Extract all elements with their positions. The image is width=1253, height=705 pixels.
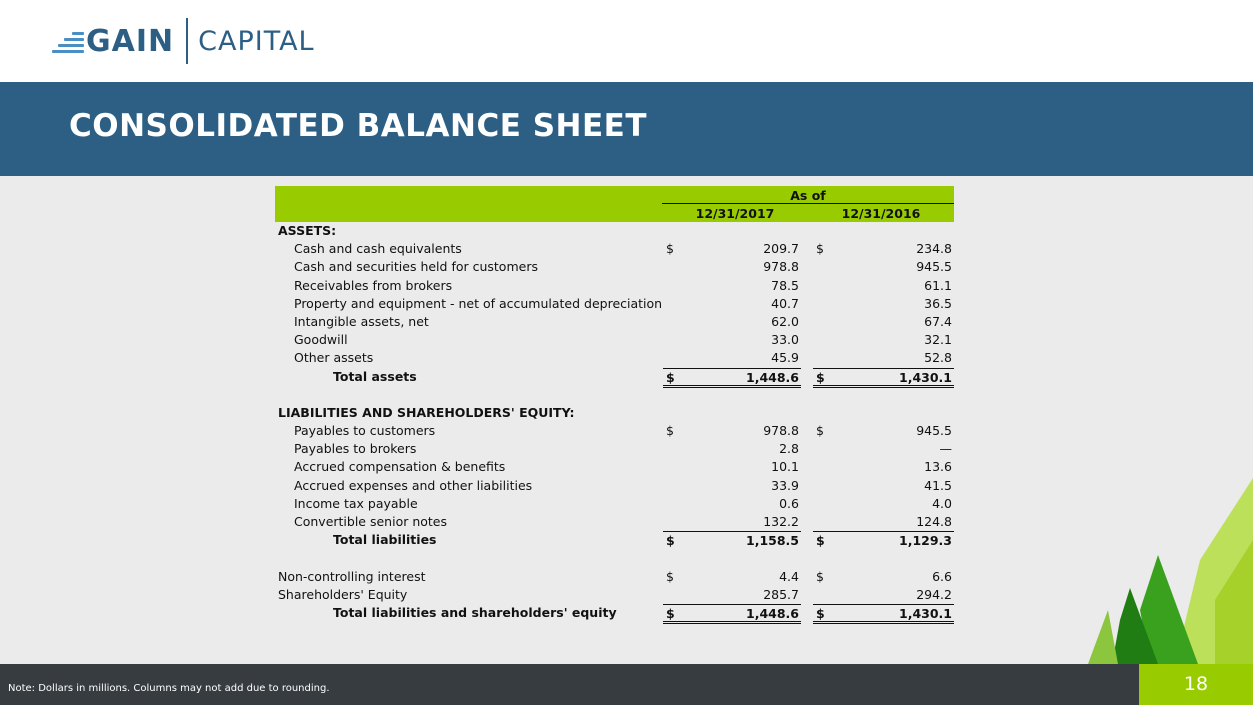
row-label: Goodwill (294, 332, 348, 348)
value-2017-cell (663, 222, 801, 240)
row-label: ASSETS: (278, 223, 337, 238)
value-2017-cell (663, 513, 801, 531)
dollar-sign: $ (666, 369, 675, 385)
value-2017-cell (663, 422, 801, 440)
value-2016-cell (813, 313, 954, 331)
row-label: Cash and securities held for customers (294, 259, 538, 275)
table-row (275, 458, 954, 476)
value-2017-cell (663, 258, 801, 276)
value-2016: 61.1 (924, 277, 952, 293)
table-row (275, 549, 954, 567)
value-2016-cell (813, 604, 954, 624)
value-2017: 978.8 (763, 259, 799, 275)
value-2016: 1,129.3 (899, 533, 952, 549)
value-2017-cell (663, 404, 801, 422)
table-row (275, 368, 954, 386)
value-2016: 4.0 (932, 495, 952, 511)
value-2017: 45.9 (771, 350, 799, 366)
as-of-header: As of (790, 188, 826, 203)
value-2016: 67.4 (924, 313, 952, 329)
dollar-sign: $ (666, 423, 674, 439)
value-2017: 209.7 (763, 241, 799, 257)
row-label: Total liabilities (333, 532, 437, 548)
value-2017: 132.2 (763, 514, 799, 529)
value-2017-cell (663, 349, 801, 367)
value-2016: 124.8 (916, 514, 952, 529)
value-2016-cell (813, 222, 954, 240)
row-label: Receivables from brokers (294, 277, 453, 293)
value-2016-cell (813, 258, 954, 276)
row-label: Shareholders' Equity (278, 586, 408, 602)
table-row (275, 240, 954, 258)
row-label: Income tax payable (294, 495, 418, 511)
balance-sheet-table (275, 186, 954, 622)
table-row (275, 258, 954, 276)
table-row (275, 422, 954, 440)
value-2016-cell (813, 549, 954, 567)
value-2017-cell (663, 477, 801, 495)
value-2017-cell (663, 313, 801, 331)
row-label: LIABILITIES AND SHAREHOLDERS' EQUITY: (278, 404, 575, 420)
row-label: Other assets (294, 350, 374, 366)
value-2017-cell (663, 277, 801, 295)
table-row (275, 277, 954, 295)
value-2016: 945.5 (916, 423, 952, 439)
value-2017: 62.0 (771, 313, 799, 329)
value-2016: 6.6 (932, 568, 952, 584)
value-2016-cell (813, 458, 954, 476)
row-label: Accrued compensation & benefits (294, 459, 506, 475)
row-label: Total liabilities and shareholders' equity (333, 604, 617, 620)
value-2017: 33.9 (771, 477, 799, 493)
value-2017: 2.8 (779, 441, 799, 457)
value-2017: 10.1 (771, 459, 799, 475)
value-2016: 294.2 (916, 586, 952, 602)
value-2016-cell (813, 531, 954, 550)
value-2016-cell (813, 440, 954, 458)
table-body (275, 222, 954, 622)
dollar-sign: $ (666, 568, 674, 584)
value-2016: 36.5 (924, 295, 952, 311)
table-row (275, 604, 954, 622)
dollar-sign: $ (816, 369, 825, 385)
value-2016-cell (813, 586, 954, 604)
value-2017: 4.4 (779, 568, 799, 584)
table-row (275, 386, 954, 404)
value-2016-cell (813, 277, 954, 295)
row-label: Property and equipment - net of accumulated depreciation (294, 295, 663, 311)
col-header-2017: 12/31/2017 (695, 206, 775, 221)
row-label: Accrued expenses and other liabilities (294, 477, 533, 493)
dollar-sign: $ (816, 605, 825, 621)
value-2016-cell (813, 386, 954, 404)
dollar-sign: $ (816, 241, 824, 257)
page-title: CONSOLIDATED BALANCE SHEET (69, 108, 647, 144)
row-label: Cash and cash equivalents (294, 241, 462, 257)
value-2017: 285.7 (763, 586, 799, 602)
value-2017-cell (663, 458, 801, 476)
value-2016: 52.8 (924, 350, 952, 366)
footer-bar (0, 664, 1253, 705)
table-row (275, 586, 954, 604)
table-header (275, 186, 954, 222)
value-2017-cell (663, 549, 801, 567)
footer-note: Note: Dollars in millions. Columns may not add due to rounding. (8, 683, 330, 694)
value-2016: 13.6 (924, 459, 952, 475)
dollar-sign: $ (666, 533, 675, 549)
value-2016-cell (813, 477, 954, 495)
table-row (275, 513, 954, 531)
value-2017: 40.7 (771, 295, 799, 311)
table-row (275, 331, 954, 349)
value-2017-cell (663, 240, 801, 258)
page-number-box (1139, 664, 1253, 705)
value-2017-cell (663, 295, 801, 313)
dollar-sign: $ (816, 533, 825, 549)
dollar-sign: $ (666, 241, 674, 257)
value-2017: 0.6 (779, 495, 799, 511)
row-label: Non-controlling interest (278, 568, 426, 584)
value-2016-cell (813, 422, 954, 440)
value-2016-cell (813, 513, 954, 531)
table-row (275, 404, 954, 422)
row-label: Convertible senior notes (294, 514, 448, 529)
value-2016-cell (813, 404, 954, 422)
value-2016-cell (813, 349, 954, 367)
value-2017: 1,448.6 (746, 369, 799, 385)
table-row (275, 440, 954, 458)
value-2017-cell (663, 495, 801, 513)
dollar-sign: $ (816, 423, 824, 439)
value-2017-cell (663, 586, 801, 604)
table-row (275, 313, 954, 331)
table-row (275, 568, 954, 586)
value-2017-cell (663, 604, 801, 624)
value-2016-cell (813, 331, 954, 349)
logo-text-capital: CAPITAL (198, 25, 315, 57)
value-2017-cell (663, 531, 801, 550)
table-row (275, 349, 954, 367)
value-2016: 234.8 (916, 241, 952, 257)
table-row (275, 477, 954, 495)
value-2017: 78.5 (771, 277, 799, 293)
row-label: Total assets (333, 368, 417, 384)
value-2017-cell (663, 368, 801, 388)
value-2017-cell (663, 386, 801, 404)
col-header-2016: 12/31/2016 (841, 206, 921, 221)
value-2016-cell (813, 240, 954, 258)
value-2016-cell (813, 495, 954, 513)
value-2017-cell (663, 331, 801, 349)
value-2017: 978.8 (763, 423, 799, 439)
table-row (275, 495, 954, 513)
value-2017: 1,158.5 (746, 533, 799, 549)
value-2017: 1,448.6 (746, 605, 799, 621)
value-2016-cell (813, 568, 954, 586)
value-2016: 945.5 (916, 259, 952, 275)
value-2016: 41.5 (924, 477, 952, 493)
table-row (275, 222, 954, 240)
stripe-small (1088, 610, 1118, 664)
table-row (275, 531, 954, 549)
value-2017-cell (663, 440, 801, 458)
header-rule (662, 203, 954, 204)
table-row (275, 295, 954, 313)
row-label: Payables to customers (294, 423, 436, 439)
value-2017-cell (663, 568, 801, 586)
page-number: 18 (1183, 673, 1209, 695)
value-2016: — (939, 441, 952, 457)
value-2016: 32.1 (924, 332, 952, 348)
value-2016: 1,430.1 (899, 605, 952, 621)
value-2016-cell (813, 295, 954, 313)
dollar-sign: $ (666, 605, 675, 621)
logo-text-gain: GAIN (86, 23, 175, 59)
dollar-sign: $ (816, 568, 824, 584)
value-2016: 1,430.1 (899, 369, 952, 385)
row-label: Intangible assets, net (294, 313, 429, 329)
row-label: Payables to brokers (294, 441, 417, 457)
value-2017: 33.0 (771, 332, 799, 348)
value-2016-cell (813, 368, 954, 388)
